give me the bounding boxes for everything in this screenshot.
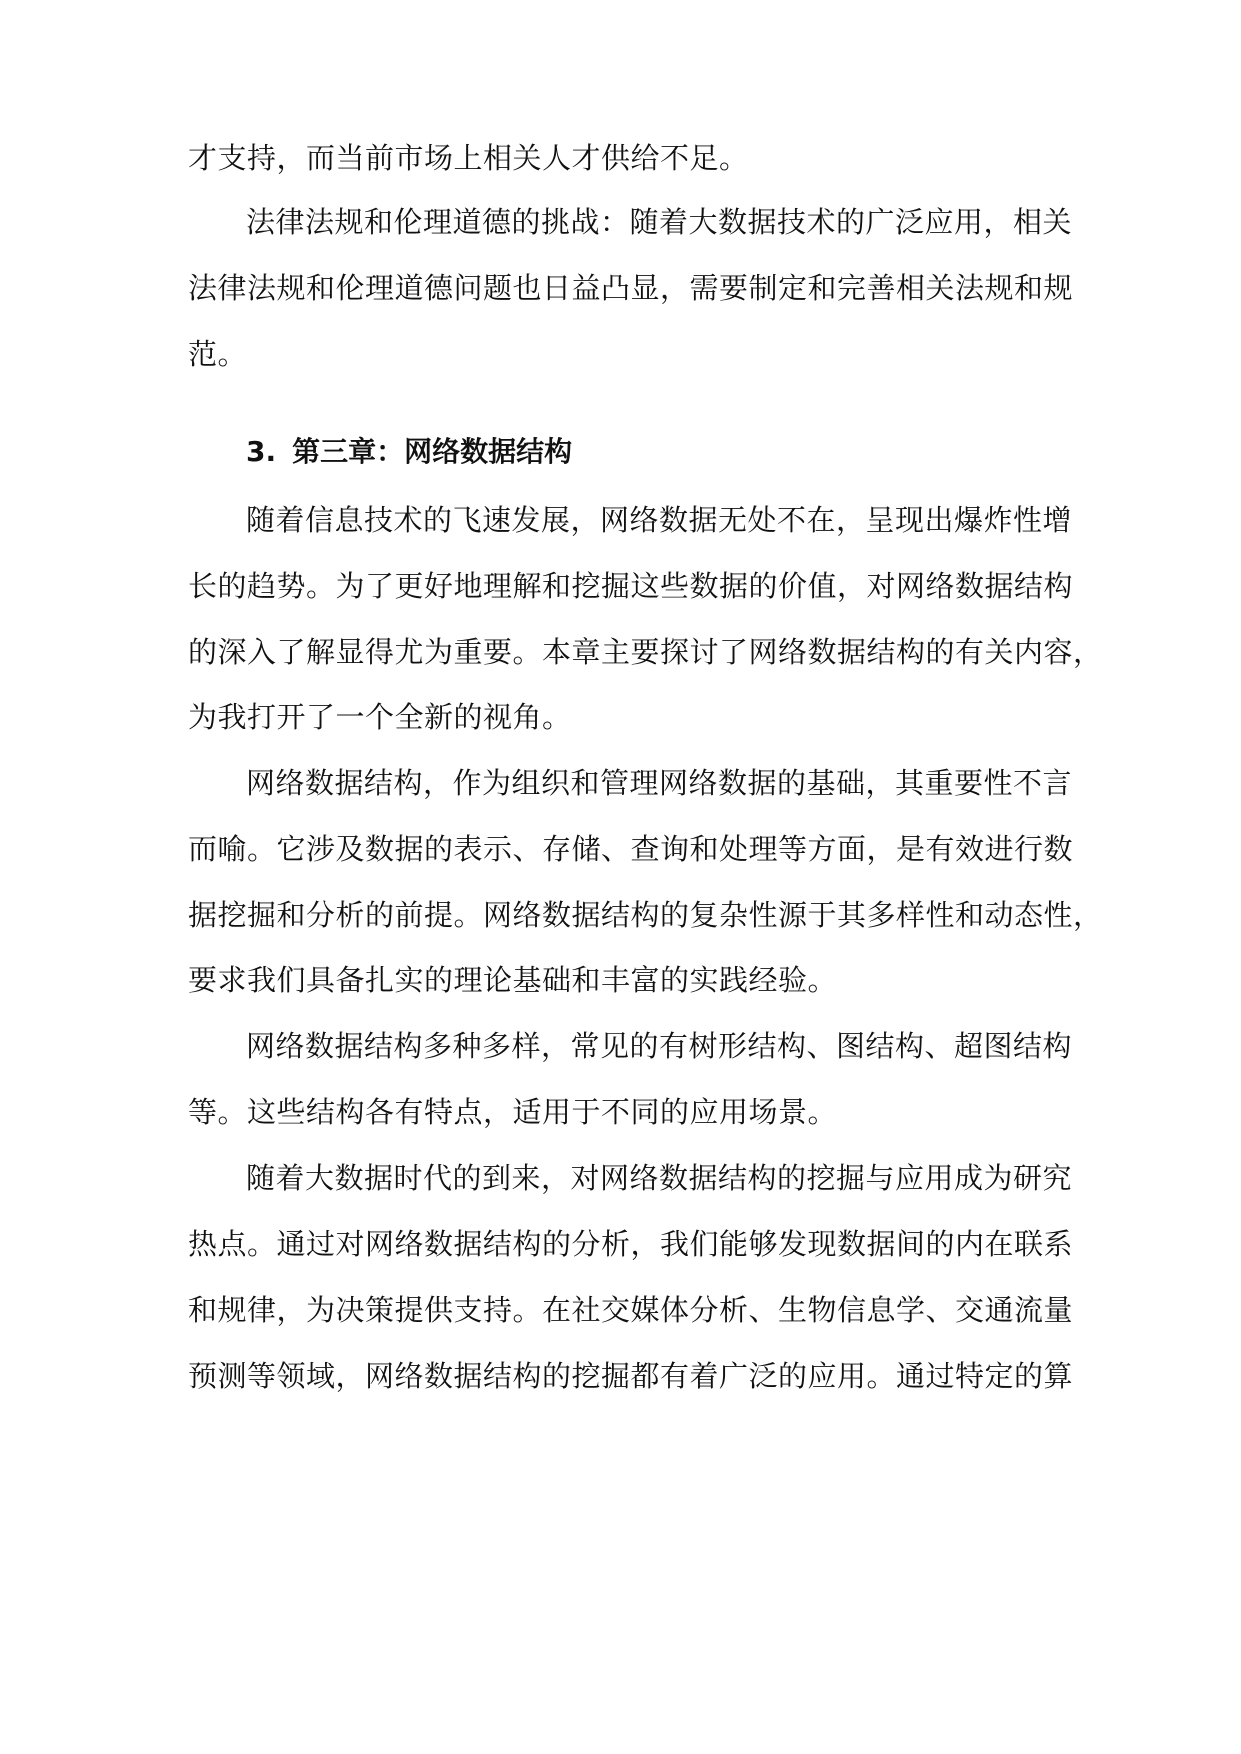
paragraph-line: 随着大数据时代的到来，对网络数据结构的挖掘与应用成为研究 <box>246 1161 1073 1195</box>
chapter-number: 3. <box>246 435 277 468</box>
paragraph-line: 等。这些结构各有特点，适用于不同的应用场景。 <box>188 1095 838 1129</box>
paragraph-line: 为我打开了一个全新的视角。 <box>188 700 572 734</box>
paragraph-line: 长的趋势。为了更好地理解和挖掘这些数据的价值，对网络数据结构 <box>188 569 1074 603</box>
paragraph-line: 据挖掘和分析的前提。网络数据结构的复杂性源于其多样性和动态性， <box>188 898 1103 932</box>
paragraph-line: 法律法规和伦理道德的挑战：随着大数据技术的广泛应用，相关 <box>246 205 1073 239</box>
paragraph-line: 网络数据结构多种多样，常见的有树形结构、图结构、超图结构 <box>246 1029 1073 1063</box>
paragraph-line: 法律法规和伦理道德问题也日益凸显，需要制定和完善相关法规和规 <box>188 271 1074 305</box>
paragraph-line: 网络数据结构，作为组织和管理网络数据的基础，其重要性不言 <box>246 766 1073 800</box>
paragraph-line: 预测等领域，网络数据结构的挖掘都有着广泛的应用。通过特定的算 <box>188 1359 1074 1393</box>
paragraph-line: 的深入了解显得尤为重要。本章主要探讨了网络数据结构的有关内容， <box>188 635 1103 669</box>
paragraph-line: 才支持，而当前市场上相关人才供给不足。 <box>188 141 749 175</box>
paragraph-line: 随着信息技术的飞速发展，网络数据无处不在，呈现出爆炸性增 <box>246 503 1073 537</box>
paragraph-line: 范。 <box>188 337 248 371</box>
chapter-heading <box>246 432 572 472</box>
chapter-title: 第三章：网络数据结构 <box>292 435 573 468</box>
paragraph-line: 要求我们具备扎实的理论基础和丰富的实践经验。 <box>188 963 838 997</box>
paragraph-line: 而喻。它涉及数据的表示、存储、查询和处理等方面，是有效进行数 <box>188 832 1074 866</box>
paragraph-line: 热点。通过对网络数据结构的分析，我们能够发现数据间的内在联系 <box>188 1227 1074 1261</box>
paragraph-line: 和规律，为决策提供支持。在社交媒体分析、生物信息学、交通流量 <box>188 1293 1074 1327</box>
